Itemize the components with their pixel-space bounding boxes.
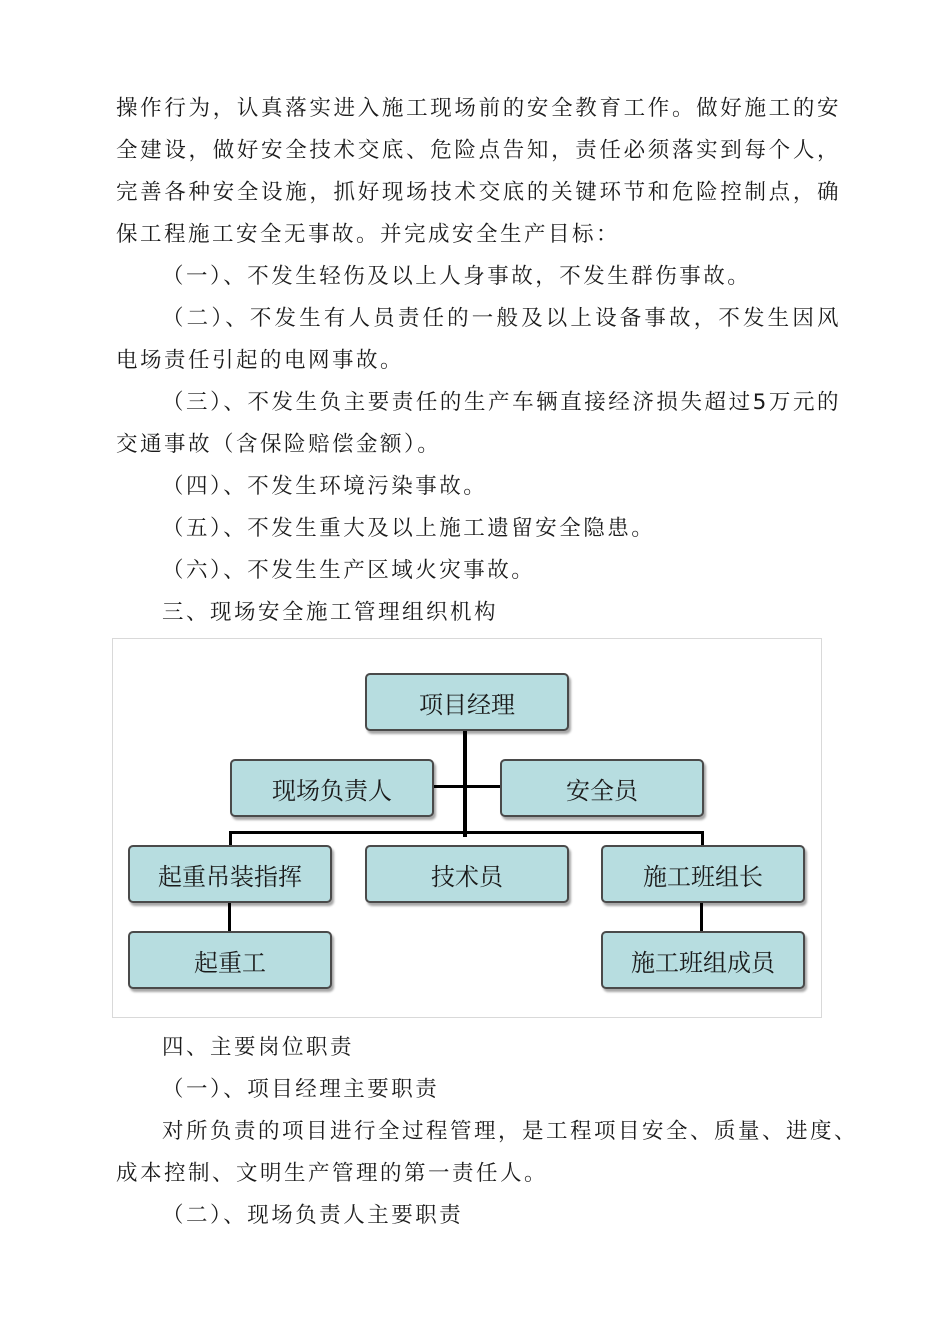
technician-box: 技术员 [365, 845, 569, 903]
goal-item-1: （一）、不发生轻伤及以上人身事故，不发生群伤事故。 [162, 264, 752, 289]
connector-left-child [228, 903, 231, 931]
paragraph-line: 保工程施工安全无事故。并完成安全生产目标： [116, 222, 621, 247]
paragraph-line: 成本控制、文明生产管理的第一责任人。 [116, 1161, 549, 1186]
goal-item-5: （五）、不发生重大及以上施工遗留安全隐患。 [162, 516, 656, 541]
subsection-heading: （一）、项目经理主要职责 [162, 1077, 440, 1102]
section-heading: 四、主要岗位职责 [162, 1035, 355, 1060]
section-heading: 三、现场安全施工管理组织机构 [162, 600, 499, 625]
goal-item-6: （六）、不发生生产区域火灾事故。 [162, 558, 536, 583]
lifting-commander-box: 起重吊装指挥 [128, 845, 332, 903]
paragraph-line: 对所负责的项目进行全过程管理，是工程项目安全、质量、进度、 [162, 1119, 859, 1144]
paragraph-line: 完善各种安全设施，抓好现场技术交底的关键环节和危险控制点，确 [116, 180, 841, 205]
connector-bottom-horizontal [230, 831, 704, 834]
org-chart [112, 638, 822, 1018]
paragraph-line: 全建设，做好安全技术交底、危险点告知，责任必须落实到每个人， [116, 138, 841, 163]
goal-item-3: （三）、不发生负主要责任的生产车辆直接经济损失超过5万元的 [162, 390, 841, 415]
connector-main-vertical [463, 731, 467, 837]
goal-item-4: （四）、不发生环境污染事故。 [162, 474, 488, 499]
goal-item-2: （二）、不发生有人员责任的一般及以上设备事故，不发生因风 [162, 306, 841, 331]
paragraph-line: 交通事故（含保险赔偿金额）。 [116, 432, 442, 457]
connector-right-child [700, 903, 703, 931]
connector-middle-horizontal [433, 785, 501, 788]
paragraph-line: 电场责任引起的电网事故。 [116, 348, 405, 373]
rigger-box: 起重工 [128, 931, 332, 989]
site-leader-box: 现场负责人 [230, 759, 434, 817]
safety-officer-box: 安全员 [500, 759, 704, 817]
subsection-heading: （二）、现场负责人主要职责 [162, 1203, 464, 1228]
project-manager-box: 项目经理 [365, 673, 569, 731]
team-member-box: 施工班组成员 [601, 931, 805, 989]
paragraph-line: 操作行为，认真落实进入施工现场前的安全教育工作。做好施工的安 [116, 96, 841, 121]
connector-right-drop [701, 831, 704, 845]
team-leader-box: 施工班组长 [601, 845, 805, 903]
connector-left-drop [229, 831, 232, 845]
